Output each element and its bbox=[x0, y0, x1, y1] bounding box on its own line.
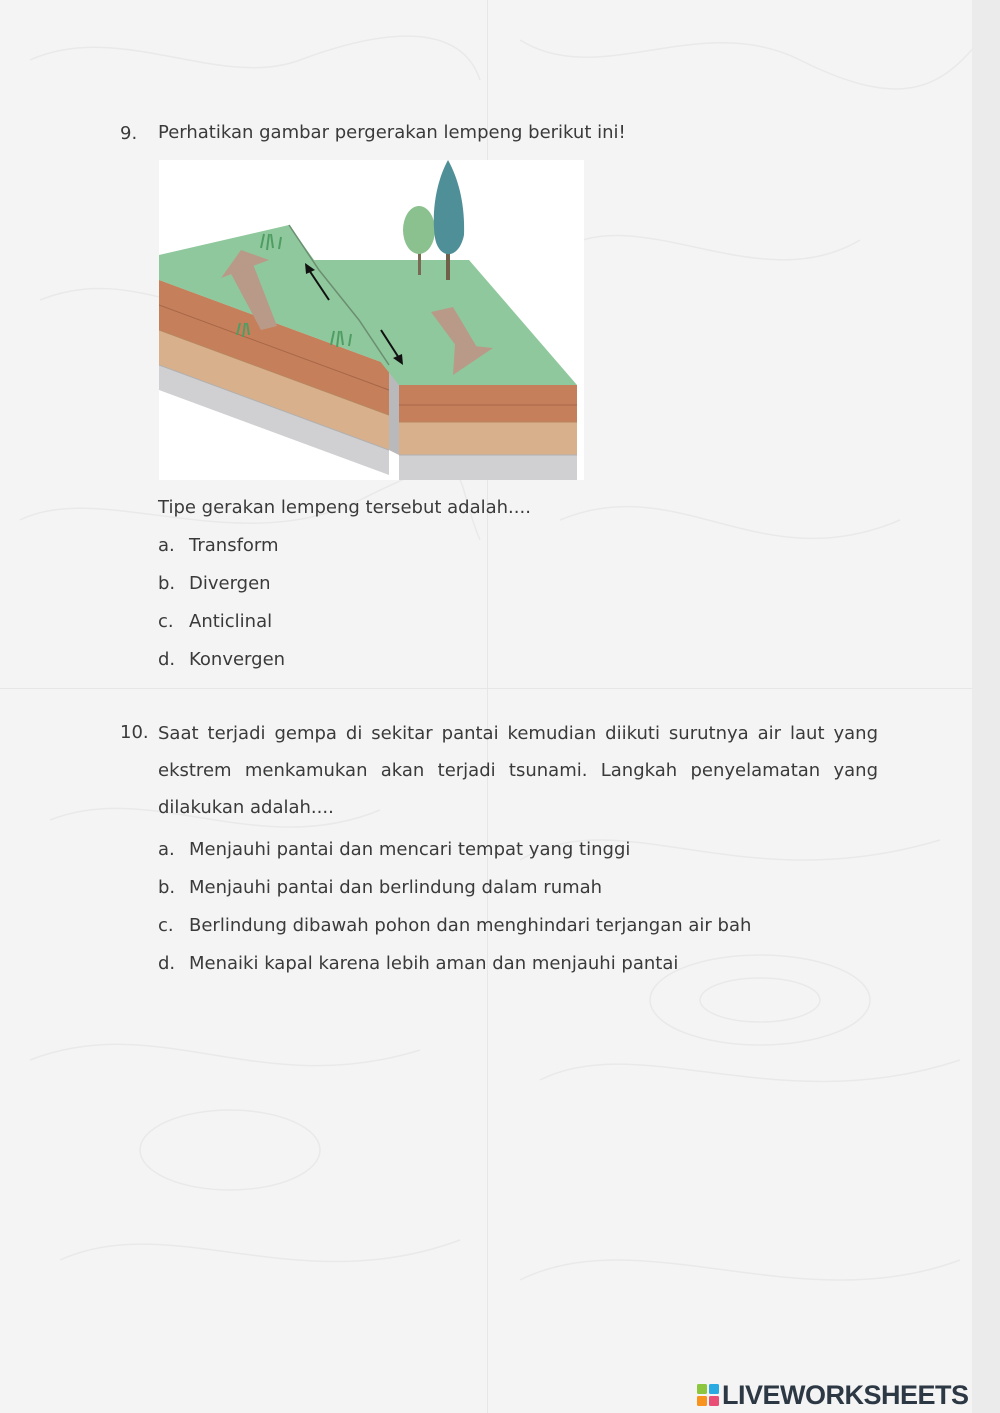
transform-fault-diagram-icon bbox=[159, 160, 584, 480]
option-text: Anticlinal bbox=[189, 611, 273, 632]
question-prompt: Saat terjadi gempa di sekitar pantai kemudian diikuti surutnya air laut yang ekstrem menkamukan akan terjadi tsunami. Langkah penyelamatan yang dilakukan adalah.... bbox=[158, 723, 878, 818]
option-letter: b. bbox=[158, 877, 176, 898]
option-letter: a. bbox=[158, 839, 175, 860]
option-letter: d. bbox=[158, 649, 176, 670]
option-text: Transform bbox=[189, 535, 279, 556]
option-letter: a. bbox=[158, 535, 175, 556]
option-c[interactable] bbox=[158, 610, 285, 648]
plate-movement-figure bbox=[159, 160, 584, 480]
option-b[interactable] bbox=[158, 572, 285, 610]
option-a[interactable] bbox=[158, 838, 751, 876]
option-d[interactable] bbox=[158, 952, 751, 990]
option-text: Menaiki kapal karena lebih aman dan menjauhi pantai bbox=[189, 953, 679, 974]
option-letter: b. bbox=[158, 573, 176, 594]
question-prompt: Perhatikan gambar pergerakan lempeng berikut ini! bbox=[158, 122, 626, 143]
page-edge-strip bbox=[972, 0, 1000, 1413]
option-b[interactable] bbox=[158, 876, 751, 914]
option-a[interactable] bbox=[158, 534, 285, 572]
option-letter: d. bbox=[158, 953, 176, 974]
option-letter: c. bbox=[158, 611, 174, 632]
option-d[interactable] bbox=[158, 648, 285, 686]
page-seam-horizontal bbox=[0, 688, 1000, 689]
question-9-stem: Tipe gerakan lempeng tersebut adalah.... bbox=[158, 497, 531, 518]
liveworksheets-logo-icon bbox=[697, 1384, 719, 1406]
liveworksheets-logo[interactable] bbox=[697, 1378, 997, 1412]
option-text: Berlindung dibawah pohon dan menghindari terjangan air bah bbox=[189, 915, 752, 936]
question-9-options bbox=[158, 534, 285, 686]
option-text: Menjauhi pantai dan berlindung dalam rumah bbox=[189, 877, 603, 898]
question-number: 9. bbox=[120, 123, 138, 144]
option-text: Menjauhi pantai dan mencari tempat yang tinggi bbox=[189, 839, 631, 860]
option-text: Divergen bbox=[189, 573, 271, 594]
option-text: Konvergen bbox=[189, 649, 286, 670]
brand-name: LIVEWORKSHEETS bbox=[722, 1379, 969, 1410]
option-letter: c. bbox=[158, 915, 174, 936]
question-10-options bbox=[158, 838, 751, 990]
option-c[interactable] bbox=[158, 914, 751, 952]
question-number: 10. bbox=[120, 722, 149, 743]
